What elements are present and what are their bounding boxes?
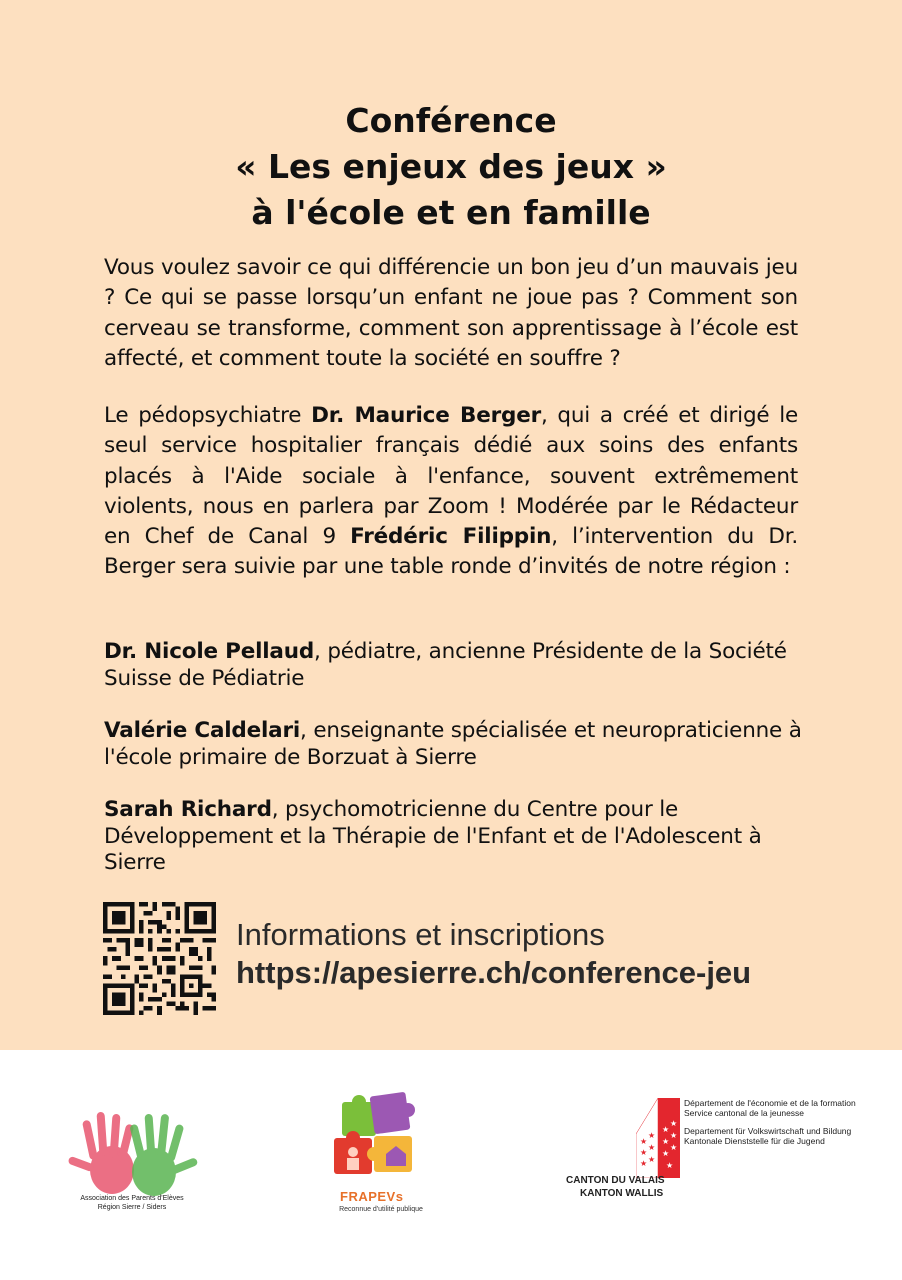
svg-text:★: ★ [670,1119,678,1128]
valais-canton-name [566,1174,665,1200]
guest-desc: , psychomotricienne du Centre pour le Développement et la Thérapie de l'Enfant et de l'Adolescent à Sierre [104,797,762,875]
qr-code[interactable] [103,902,216,1015]
speaker-name: Dr. Maurice Berger [311,403,541,428]
canton-fr: CANTON DU VALAIS [566,1175,665,1186]
vs-dept-de-1: Departement für Volkswirtschaft und Bildung [684,1126,852,1136]
speaker-text-before: Le pédopsychiatre [104,403,312,428]
page-title [0,98,902,236]
guest-item [104,797,824,877]
svg-text:★: ★ [640,1137,648,1146]
frapevs-puzzle-logo [328,1090,430,1196]
svg-text:★: ★ [640,1159,648,1168]
valais-department-text [684,1098,884,1146]
vs-dept-fr-2: Service cantonal de la jeunesse [684,1108,805,1118]
title-line-3: à l'école et en famille [251,193,651,232]
guest-name: Dr. Nicole Pellaud [104,639,315,664]
speaker-paragraph [104,401,798,583]
vs-dept-de-2: Kantonale Dienststelle für die Jugend [684,1136,825,1146]
footer [0,1050,902,1280]
speaker-text-middle: , qui a créé et dirigé le seul service hospitalier français dédié aux soins des enfants placés à l'Aide sociale à l'enfance, souvent extrêmement violents, nous en parlera par Zoom ! Modérée par le Rédacteur en Chef de Canal 9 [104,403,799,550]
frapevs-name: FRAPEVs [340,1189,404,1204]
ape-caption-line-2: Région Sierre / Siders [97,1204,167,1211]
svg-text:★: ★ [648,1131,656,1140]
guest-item [104,639,824,692]
guest-name: Valérie Caldelari [104,718,301,743]
svg-text:★: ★ [666,1161,674,1170]
info-block [236,916,751,992]
title-line-2: « Les enjeux des jeux » [235,147,667,186]
speaker-text-after: , l’intervention du Dr. Berger sera suivie par une table ronde d’invités de notre région : [104,524,798,580]
guest-name: Sarah Richard [104,797,272,822]
svg-text:★: ★ [648,1143,656,1152]
guest-item [104,718,824,771]
svg-text:★: ★ [662,1125,670,1134]
intro-paragraph: Vous voulez savoir ce qui différencie un bon jeu d’un mauvais jeu ? Ce qui se passe lorsqu’un enfant ne joue pas ? Comment son cerveau se transforme, comment son apprentissage à l’école est affecté, et comment toute la société en souffre ? [104,255,798,371]
valais-flag-logo [636,1098,680,1178]
svg-text:★: ★ [662,1137,670,1146]
svg-text:★: ★ [662,1149,670,1158]
guest-desc: , enseignante spécialisée et neuropraticienne à l'école primaire de Borzuat à Sierre [104,718,802,770]
svg-text:★: ★ [670,1131,678,1140]
info-url-link[interactable]: https://apesierre.ch/conference-jeu [236,955,752,990]
frapevs-subtitle: Reconnue d'utilité publique [339,1206,423,1213]
ape-caption-line-1: Association des Parents d'Elèves [80,1195,184,1202]
moderator-name: Frédéric Filippin [350,524,552,550]
svg-text:★: ★ [640,1148,648,1157]
svg-text:★: ★ [648,1155,656,1164]
svg-text:★: ★ [670,1143,678,1152]
info-label: Informations et inscriptions [236,917,605,952]
guest-desc: , pédiatre, ancienne Présidente de la Société Suisse de Pédiatrie [104,639,787,691]
vs-dept-fr-1: Département de l'économie et de la formation [684,1098,856,1108]
title-line-1: Conférence [345,101,557,140]
canton-de: KANTON WALLIS [580,1188,664,1199]
ape-caption [52,1194,212,1212]
